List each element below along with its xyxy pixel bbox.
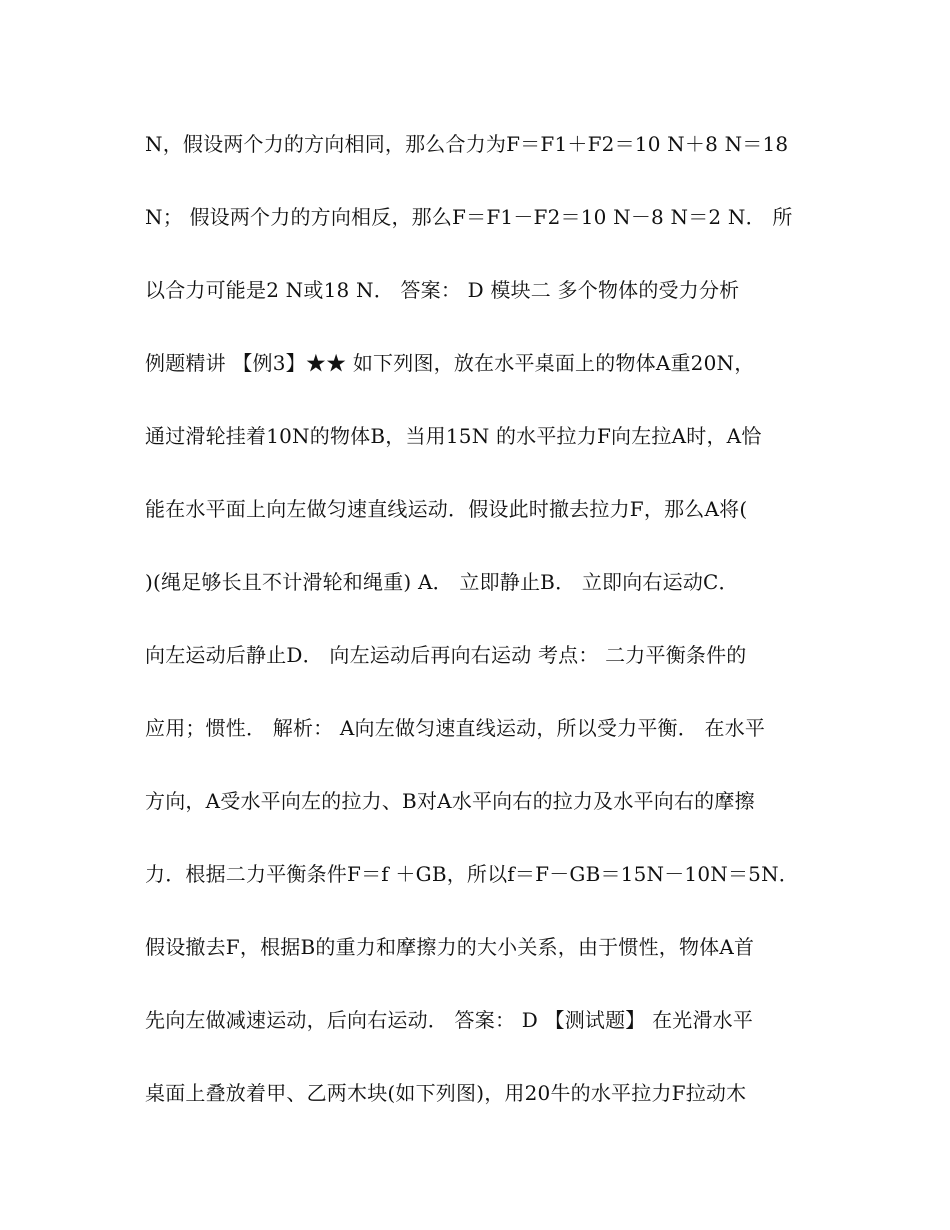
text-line-8: 向左运动后静止D． 向左运动后再向右运动 考点： 二力平衡条件的 xyxy=(145,643,747,667)
text-line-7: )(绳足够长且不计滑轮和绳重) A． 立即静止B． 立即向右运动C． xyxy=(145,570,739,594)
text-line-9: 应用；惯性． 解析： A向左做匀速直线运动，所以受力平衡． 在水平 xyxy=(145,716,766,740)
text-line-3: 以合力可能是2 N或18 N． 答案： D 模块二 多个物体的受力分析 xyxy=(145,278,740,302)
text-line-12: 假设撤去F，根据B的重力和摩擦力的大小关系，由于惯性，物体A首 xyxy=(145,935,755,959)
text-line-6: 能在水平面上向左做匀速直线运动．假设此时撤去拉力F，那么A将( xyxy=(145,497,748,521)
text-line-5: 通过滑轮挂着10N的物体B，当用15N 的水平拉力F向左拉A时，A恰 xyxy=(145,424,762,448)
text-line-11: 力．根据二力平衡条件F＝f ＋GB，所以f＝F－GB＝15N－10N＝5N． xyxy=(145,862,799,886)
text-line-10: 方向，A受水平向左的拉力、B对A水平向右的拉力及水平向右的摩擦 xyxy=(145,789,755,813)
text-line-13: 先向左做减速运动，后向右运动． 答案： D 【测试题】 在光滑水平 xyxy=(145,1008,754,1032)
text-line-14: 桌面上叠放着甲、乙两木块(如下列图)，用20牛的水平拉力F拉动木 xyxy=(145,1081,747,1105)
text-line-2: N； 假设两个力的方向相反，那么F＝F1－F2＝10 N－8 N＝2 N． 所 xyxy=(145,205,793,229)
text-line-1: N，假设两个力的方向相同，那么合力为F＝F1＋F2＝10 N＋8 N＝18 xyxy=(145,132,789,156)
text-line-4: 例题精讲 【例3】★★ 如下列图，放在水平桌面上的物体A重20N， xyxy=(145,351,755,375)
